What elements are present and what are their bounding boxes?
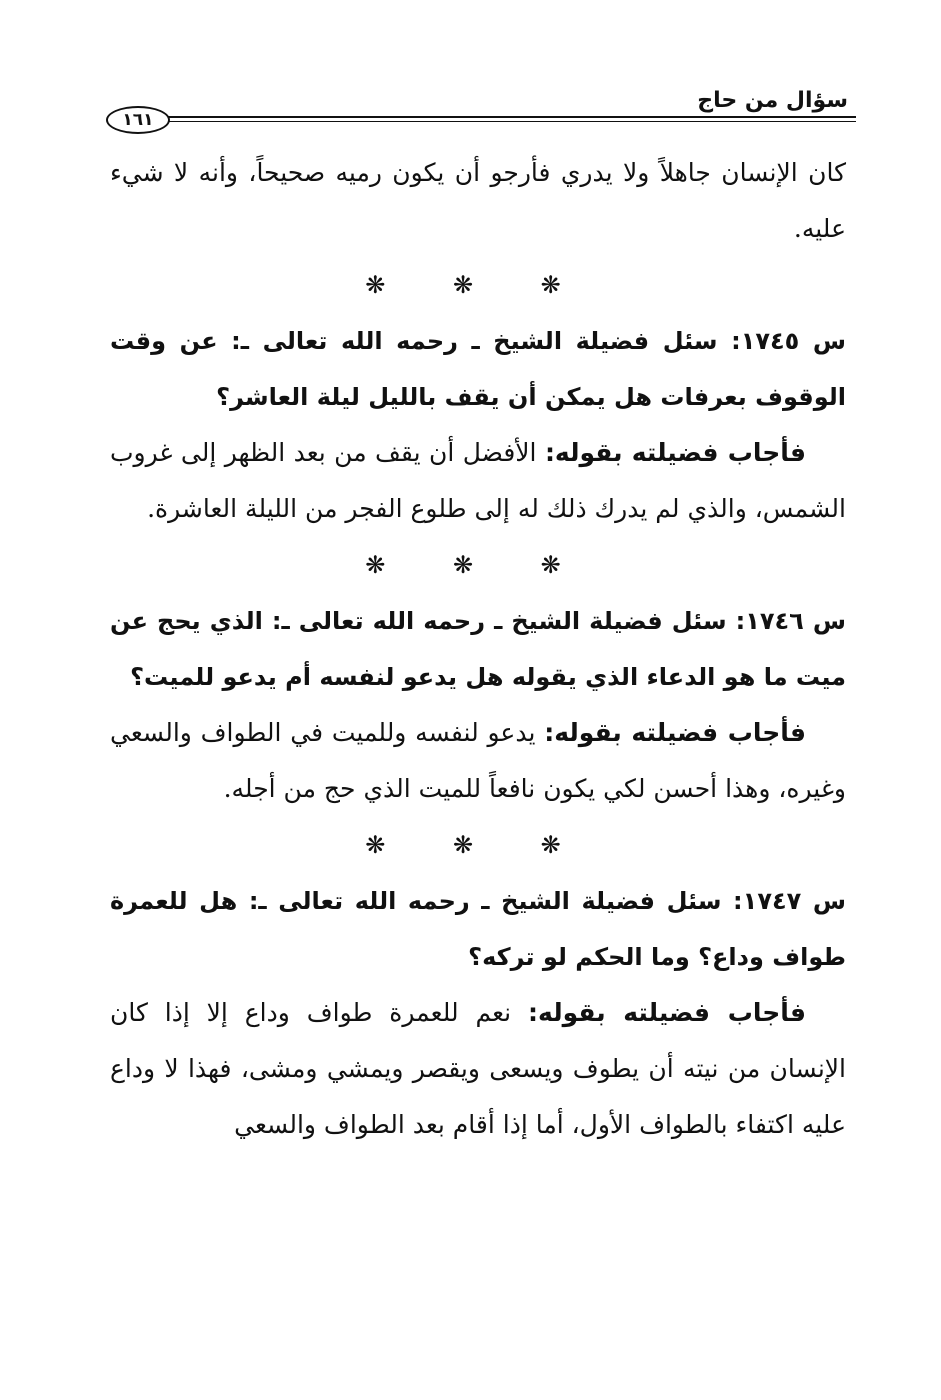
answer-lead: فأجاب فضيلته بقوله: — [544, 718, 806, 747]
page-header — [100, 88, 856, 138]
section-separator: ❋ ❋ ❋ — [365, 271, 591, 299]
answer-text: نعم للعمرة طواف وداع إلا إذا كان الإنسان من نيته أن يطوف ويسعى ويقصر ويمشي ومشى، فهذا لا وداع عليه اكتفاء بالطواف الأول، أما إذا أقام بعد الطواف والسعي — [110, 998, 846, 1139]
answer-1745 — [110, 425, 846, 537]
section-separator: ❋ ❋ ❋ — [365, 831, 591, 859]
answer-lead: فأجاب فضيلته بقوله: — [528, 998, 806, 1027]
page-number: ١٦١ — [106, 106, 170, 134]
answer-1747 — [110, 985, 846, 1153]
question-1746: س ١٧٤٦: سئل فضيلة الشيخ ـ رحمه الله تعالى ـ: الذي يحج عن ميت ما هو الدعاء الذي يقوله هل يدعو لنفسه أم يدعو للميت؟ — [110, 607, 846, 691]
answer-lead: فأجاب فضيلته بقوله: — [544, 438, 806, 467]
header-rule — [166, 116, 856, 122]
section-separator: ❋ ❋ ❋ — [365, 551, 591, 579]
running-title: سؤال من حاج — [697, 88, 848, 113]
answer-1746 — [110, 705, 846, 817]
answer-text: يدعو لنفسه وللميت في الطواف والسعي وغيره، وهذا أحسن لكي يكون نافعاً للميت الذي حج من أجله. — [110, 718, 846, 803]
question-1745: س ١٧٤٥: سئل فضيلة الشيخ ـ رحمه الله تعالى ـ: عن وقت الوقوف بعرفات هل يمكن أن يقف بالليل ليلة العاشر؟ — [110, 327, 846, 411]
answer-text: الأفضل أن يقف من بعد الظهر إلى غروب الشمس، والذي لم يدرك ذلك له إلى طلوع الفجر من الليلة العاشرة. — [110, 438, 846, 523]
page-body — [110, 145, 846, 1153]
question-1747: س ١٧٤٧: سئل فضيلة الشيخ ـ رحمه الله تعالى ـ: هل للعمرة طواف وداع؟ وما الحكم لو تركه؟ — [110, 887, 846, 971]
continued-paragraph: كان الإنسان جاهلاً ولا يدري فأرجو أن يكون رميه صحيحاً، وأنه لا شيء عليه. — [110, 158, 846, 243]
